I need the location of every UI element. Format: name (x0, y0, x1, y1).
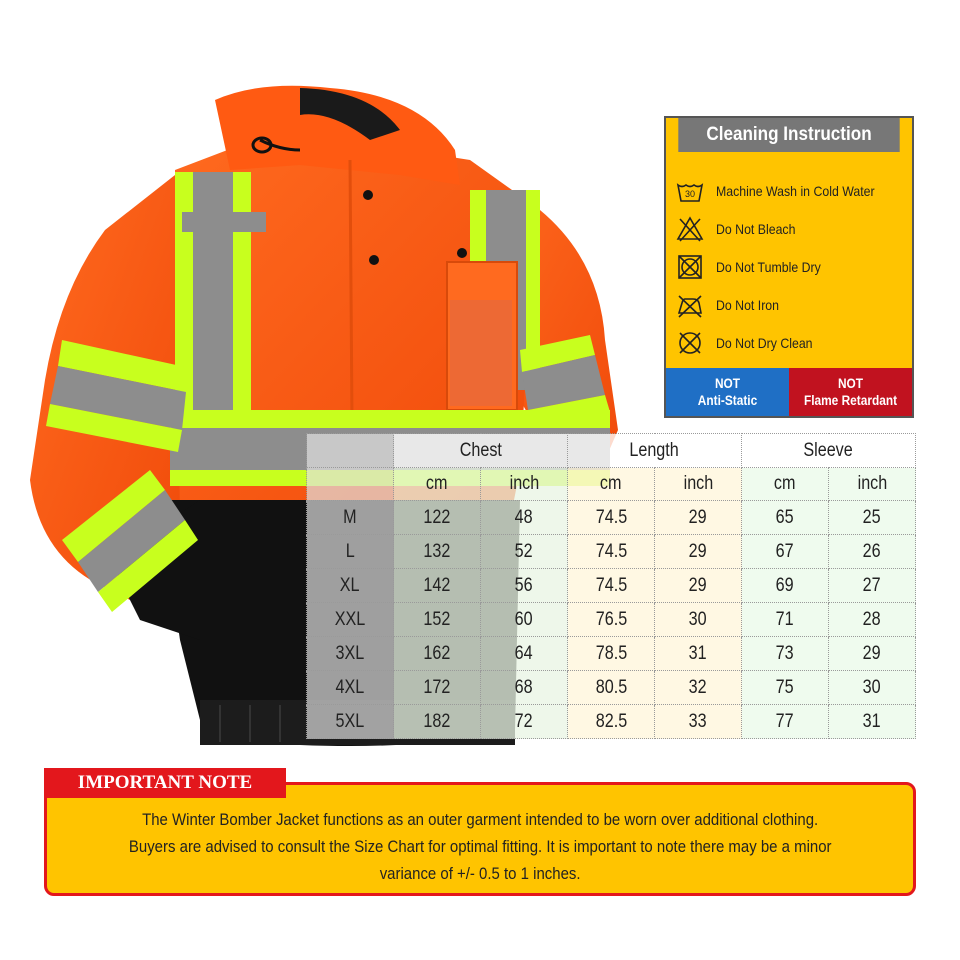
size-label: 4XL (307, 671, 394, 705)
note-line: Buyers are advised to consult the Size Chart for optimal fitting. It is important to note there may be a minor (128, 837, 832, 856)
care-item-label: Do Not Tumble Dry (716, 259, 821, 275)
size-value: 29 (655, 569, 742, 603)
size-label: 5XL (307, 705, 394, 739)
size-chart-group-header (307, 434, 916, 468)
size-label: 3XL (307, 637, 394, 671)
size-value: 67 (742, 535, 829, 569)
size-value: 132 (394, 535, 481, 569)
size-value: 30 (829, 671, 916, 705)
size-value: 29 (829, 637, 916, 671)
size-value: 122 (394, 501, 481, 535)
table-row (307, 603, 916, 637)
size-value: 32 (655, 671, 742, 705)
size-value: 182 (394, 705, 481, 739)
size-value: 73 (742, 637, 829, 671)
size-value: 25 (829, 501, 916, 535)
table-row (307, 535, 916, 569)
care-item-label: Machine Wash in Cold Water (716, 183, 875, 199)
unit-header: inch (481, 468, 568, 501)
cleaning-instruction-panel (664, 116, 914, 418)
size-value: 60 (481, 603, 568, 637)
size-value: 75 (742, 671, 829, 705)
do-not-bleach-icon (676, 215, 704, 243)
size-value: 26 (829, 535, 916, 569)
header-length: Length (568, 434, 742, 468)
table-row (307, 637, 916, 671)
size-value: 48 (481, 501, 568, 535)
not-anti-static-badge: NOT Anti-Static (666, 368, 789, 416)
size-value: 56 (481, 569, 568, 603)
care-item-no-tumble-dry (676, 252, 835, 282)
size-value: 76.5 (568, 603, 655, 637)
size-label: M (307, 501, 394, 535)
size-value: 72 (481, 705, 568, 739)
size-value: 172 (394, 671, 481, 705)
size-label: L (307, 535, 394, 569)
size-label: XXL (307, 603, 394, 637)
note-line: variance of +/- 0.5 to 1 inches. (379, 864, 581, 883)
header-sleeve: Sleeve (742, 434, 916, 468)
table-row (307, 569, 916, 603)
size-value: 78.5 (568, 637, 655, 671)
care-item-label: Do Not Iron (716, 297, 780, 313)
size-value: 142 (394, 569, 481, 603)
size-chart-table (306, 433, 916, 739)
header-chest: Chest (394, 434, 568, 468)
size-value: 65 (742, 501, 829, 535)
do-not-iron-icon (676, 291, 704, 319)
table-row (307, 671, 916, 705)
unit-header: inch (829, 468, 916, 501)
size-label: XL (307, 569, 394, 603)
size-value: 77 (742, 705, 829, 739)
size-value: 31 (655, 637, 742, 671)
table-row (307, 705, 916, 739)
size-value: 27 (829, 569, 916, 603)
not-flame-retardant-badge: NOT Flame Retardant (789, 368, 912, 416)
size-chart-unit-header (307, 468, 916, 501)
care-item-label: Do Not Dry Clean (716, 335, 813, 351)
size-value: 71 (742, 603, 829, 637)
do-not-tumble-dry-icon (676, 253, 704, 281)
size-value: 162 (394, 637, 481, 671)
size-value: 28 (829, 603, 916, 637)
size-value: 29 (655, 535, 742, 569)
size-value: 152 (394, 603, 481, 637)
size-value: 33 (655, 705, 742, 739)
size-value: 69 (742, 569, 829, 603)
size-value: 29 (655, 501, 742, 535)
table-row (307, 501, 916, 535)
unit-header: cm (394, 468, 481, 501)
size-value: 74.5 (568, 535, 655, 569)
size-value: 82.5 (568, 705, 655, 739)
size-value: 80.5 (568, 671, 655, 705)
size-value: 74.5 (568, 569, 655, 603)
care-badges (666, 368, 912, 416)
machine-wash-30-icon (676, 177, 704, 205)
note-line: The Winter Bomber Jacket functions as an outer garment intended to be worn over additional clothing. (141, 810, 819, 829)
size-value: 74.5 (568, 501, 655, 535)
unit-header: cm (568, 468, 655, 501)
cleaning-instruction-title: Cleaning Instruction (678, 118, 899, 152)
care-item-machine-wash (676, 176, 896, 206)
svg-text:30: 30 (684, 189, 696, 199)
important-note-text (50, 806, 910, 887)
size-value: 30 (655, 603, 742, 637)
care-item-no-dry-clean (676, 328, 826, 358)
size-value: 31 (829, 705, 916, 739)
unit-header: cm (742, 468, 829, 501)
care-item-label: Do Not Bleach (716, 221, 796, 237)
size-value: 52 (481, 535, 568, 569)
size-value: 64 (481, 637, 568, 671)
care-item-no-bleach (676, 214, 806, 244)
do-not-dry-clean-icon (676, 329, 704, 357)
important-note-label: IMPORTANT NOTE (44, 768, 286, 798)
unit-header: inch (655, 468, 742, 501)
size-value: 68 (481, 671, 568, 705)
care-item-no-iron (676, 290, 788, 320)
